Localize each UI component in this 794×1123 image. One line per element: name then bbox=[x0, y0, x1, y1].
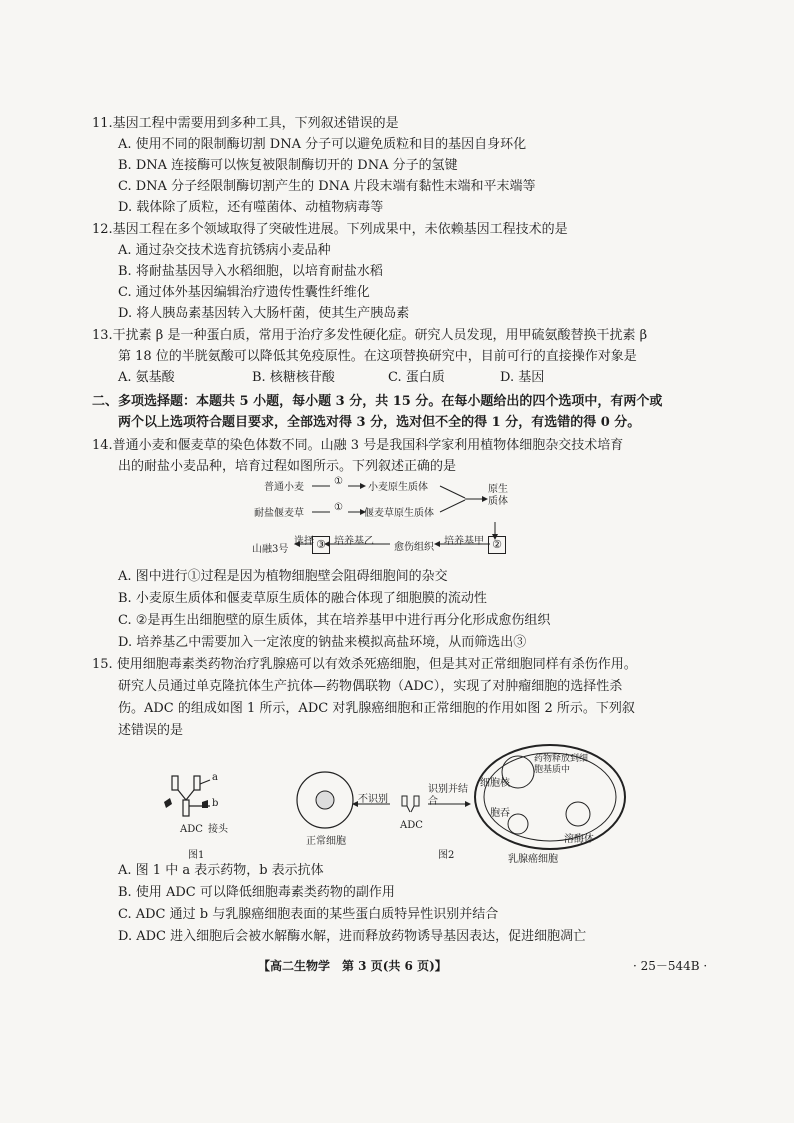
q15-stem-line1: 15. 使用细胞毒素类药物治疗乳腺癌可以有效杀死癌细胞，但是其对正常细胞同样有杀伤作用。 bbox=[92, 657, 637, 672]
q15-stem-line2: 研究人员通过单克隆抗体生产抗体—药物偶联物（ADC），实现了对肿瘤细胞的选择性杀 bbox=[118, 679, 623, 694]
q14-stem-line2: 出的耐盐小麦品种，培育过程如图所示。下列叙述正确的是 bbox=[118, 459, 457, 474]
fig2-nucleus: 细胞核 bbox=[480, 778, 510, 789]
q15-stem-line4: 述错误的是 bbox=[118, 723, 184, 738]
q12-option-b: B. 将耐盐基因导入水稻细胞，以培育耐盐水稻 bbox=[118, 264, 383, 279]
q15-option-d: D. ADC 进入细胞后会被水解酶水解，进而释放药物诱导基因表达，促进细胞凋亡 bbox=[118, 929, 587, 944]
flow-step3: ③ bbox=[312, 536, 330, 554]
fig1-label-linker: 接头 bbox=[208, 824, 228, 835]
q14-option-b: B. 小麦原生质体和偃麦草原生质体的融合体现了细胞膜的流动性 bbox=[118, 591, 487, 606]
q13-option-a: A. 氨基酸 bbox=[118, 370, 175, 385]
q11-option-a: A. 使用不同的限制酶切割 DNA 分子可以避免质粒和目的基因自身环化 bbox=[118, 137, 527, 152]
q15-option-c: C. ADC 通过 b 与乳腺癌细胞表面的某些蛋白质特异性识别并结合 bbox=[118, 907, 499, 922]
flow-select: 选择 bbox=[294, 536, 314, 547]
q15-stem-line3: 伤。ADC 的组成如图 1 所示，ADC 对乳腺癌细胞和正常细胞的作用如图 2 所示。下列叙 bbox=[118, 701, 635, 716]
section2-header-line2: 两个以上选项符合题目要求，全部选对得 3 分，选对但不全的得 1 分，有选错的得 0 分。 bbox=[118, 415, 641, 430]
q12-stem: 12.基因工程在多个领域取得了突破性进展。下列成果中，未依赖基因工程技术的是 bbox=[92, 222, 568, 237]
q13-stem-line1: 13.干扰素 β 是一种蛋白质，常用于治疗多发性硬化症。研究人员发现，用甲硫氨酸替换干扰素 β bbox=[92, 328, 648, 343]
q12-option-a: A. 通过杂交技术选育抗锈病小麦品种 bbox=[118, 243, 331, 258]
flow-result: 山融3号 bbox=[252, 544, 289, 555]
section2-header-line1: 二、多项选择题：本题共 5 小题，每小题 3 分，共 15 分。在每小题给出的四个选项中，有两个或 bbox=[92, 394, 663, 409]
fig2-caption: 图2 bbox=[438, 850, 455, 861]
q15-option-b: B. 使用 ADC 可以降低细胞毒素类药物的副作用 bbox=[118, 885, 395, 900]
q15-option-a: A. 图 1 中 a 表示药物，b 表示抗体 bbox=[118, 863, 324, 878]
q13-stem-line2: 第 18 位的半胱氨酸可以降低其免疫原性。在这项替换研究中，目前可行的直接操作对象是 bbox=[118, 349, 637, 364]
fig2-not-recognize: 不识别 bbox=[358, 794, 388, 805]
flow-fused-protoplast: 原生质体 bbox=[488, 484, 508, 507]
flow-wheat: 普通小麦 bbox=[264, 482, 304, 493]
flow-step2: ② bbox=[488, 536, 506, 554]
q11-option-b: B. DNA 连接酶可以恢复被限制酶切开的 DNA 分子的氢键 bbox=[118, 158, 458, 173]
fig2-lysosome: 溶酶体 bbox=[564, 834, 594, 845]
flow-grass: 耐盐偃麦草 bbox=[254, 508, 304, 519]
fig1-label-adc: ADC bbox=[180, 824, 203, 835]
fig2-normal-cell: 正常细胞 bbox=[306, 836, 346, 847]
q13-option-c: C. 蛋白质 bbox=[388, 370, 445, 385]
flow-medium-b: 培养基乙 bbox=[334, 536, 374, 547]
q14-option-d: D. 培养基乙中需要加入一定浓度的钠盐来模拟高盐环境，从而筛选出③ bbox=[118, 635, 527, 650]
fig2-recognize-bind: 识别并结合 bbox=[428, 784, 468, 807]
q14-flow-diagram bbox=[250, 478, 530, 563]
page-footer-title: 【高二生物学 第 3 页(共 6 页)】 bbox=[258, 959, 447, 973]
q13-option-d: D. 基因 bbox=[500, 370, 545, 385]
fig2-drug-release: 药物释放到细胞基质中 bbox=[534, 754, 589, 775]
flow-medium-a: 培养基甲 bbox=[444, 536, 484, 547]
fig2-endocytosis: 胞吞 bbox=[490, 808, 510, 819]
q13-option-b: B. 核糖核苷酸 bbox=[252, 370, 335, 385]
fig1-caption: 图1 bbox=[188, 850, 205, 861]
flow-step1-top: ① bbox=[334, 476, 343, 487]
q14-stem-line1: 14.普通小麦和偃麦草的染色体数不同。山融 3 号是我国科学家利用植物体细胞杂交技术培育 bbox=[92, 438, 624, 453]
q11-stem: 11.基因工程中需要用到多种工具，下列叙述错误的是 bbox=[92, 116, 399, 131]
page-footer-code: · 25－544B · bbox=[633, 959, 708, 973]
q14-option-c: C. ②是再生出细胞壁的原生质体，其在培养基甲中进行再分化形成愈伤组织 bbox=[118, 613, 551, 628]
fig1-label-b: b bbox=[212, 798, 219, 809]
q15-figures bbox=[150, 742, 630, 865]
q14-option-a: A. 图中进行①过程是因为植物细胞壁会阻碍细胞间的杂交 bbox=[118, 569, 448, 584]
fig2-adc: ADC bbox=[400, 820, 423, 831]
flow-grass-protoplast: 偃麦草原生质体 bbox=[364, 508, 434, 519]
fig2-cancer-cell: 乳腺癌细胞 bbox=[508, 854, 558, 865]
q11-option-c: C. DNA 分子经限制酶切割产生的 DNA 片段末端有黏性末端和平末端等 bbox=[118, 179, 536, 194]
q12-option-d: D. 将人胰岛素基因转入大肠杆菌，使其生产胰岛素 bbox=[118, 306, 410, 321]
q11-option-d: D. 载体除了质粒，还有噬菌体、动植物病毒等 bbox=[118, 200, 384, 215]
fig1-label-a: a bbox=[212, 772, 218, 783]
flow-wheat-protoplast: 小麦原生质体 bbox=[368, 482, 428, 493]
flow-step1-bottom: ① bbox=[334, 502, 343, 513]
q12-option-c: C. 通过体外基因编辑治疗遗传性囊性纤维化 bbox=[118, 285, 370, 300]
flow-callus: 愈伤组织 bbox=[394, 542, 434, 553]
